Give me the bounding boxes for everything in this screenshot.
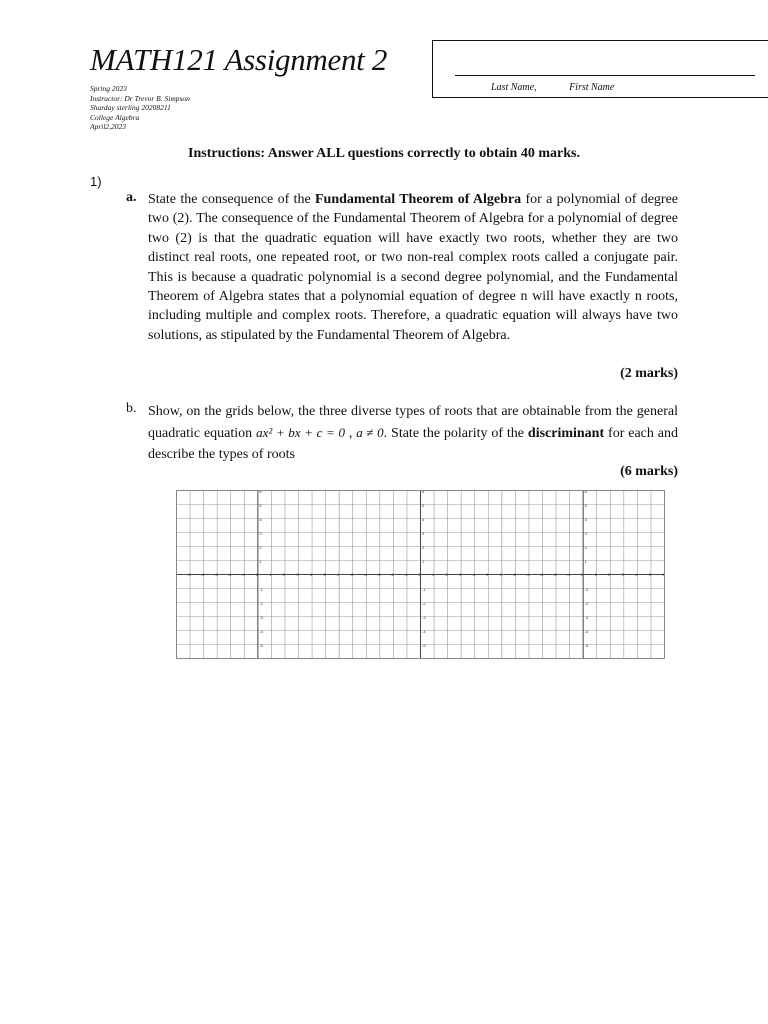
meta-term: Spring 2023 bbox=[90, 84, 127, 93]
x-tick-label: -1 bbox=[241, 572, 246, 578]
x-tick-label: 2 bbox=[608, 572, 611, 578]
y-tick-label: -4 bbox=[259, 629, 263, 635]
x-tick-label: 4 bbox=[309, 572, 313, 578]
y-tick-label: 5 bbox=[584, 503, 587, 509]
y-tick-label: -2 bbox=[259, 601, 263, 607]
x-tick-label: 3 bbox=[459, 572, 462, 578]
y-tick-label: -4 bbox=[422, 629, 426, 635]
y-tick-label: -5 bbox=[259, 643, 263, 649]
part-a-marks: (2 marks) bbox=[620, 366, 678, 381]
x-tick-label: 0 bbox=[418, 572, 421, 578]
part-a-label: a. bbox=[126, 190, 137, 205]
part-b-marks: (6 marks) bbox=[620, 464, 678, 479]
question-number: 1) bbox=[90, 174, 102, 189]
x-tick-label: -2 bbox=[227, 572, 232, 578]
y-tick-label: -2 bbox=[584, 601, 589, 607]
y-tick-label: 3 bbox=[259, 531, 262, 537]
equation-separator: , bbox=[344, 426, 357, 441]
y-tick-label: 1 bbox=[259, 559, 262, 565]
part-a-bold-term: Fundamental Theorem of Algebra bbox=[315, 192, 522, 207]
y-tick-label: -5 bbox=[584, 643, 589, 649]
x-tick-label: 6 bbox=[337, 572, 340, 578]
x-tick-label: -5 bbox=[349, 572, 354, 578]
student-name-box bbox=[432, 40, 768, 98]
y-tick-label: -1 bbox=[584, 587, 589, 593]
x-tick-label: -3 bbox=[539, 572, 544, 578]
leading-coefficient-condition: a ≠ 0 bbox=[356, 425, 384, 440]
y-tick-label: 6 bbox=[422, 490, 425, 495]
x-tick-label: 5 bbox=[323, 572, 326, 578]
y-tick-label: 6 bbox=[584, 490, 587, 495]
y-tick-label: -3 bbox=[584, 615, 589, 621]
part-b-text-2: . State the polarity of the bbox=[383, 426, 528, 441]
x-tick-label: 0 bbox=[581, 572, 584, 578]
x-tick-label: 4 bbox=[472, 572, 475, 578]
part-b-label: b. bbox=[126, 401, 137, 416]
x-tick-label: -3 bbox=[214, 572, 218, 578]
y-tick-label: -1 bbox=[259, 587, 263, 593]
y-tick-label: -5 bbox=[422, 643, 426, 649]
x-tick-label: 6 bbox=[662, 572, 665, 578]
y-tick-label: 4 bbox=[259, 517, 262, 523]
last-name-label: Last Name, bbox=[491, 82, 537, 93]
assignment-title: MATH121 Assignment 2 bbox=[90, 42, 388, 77]
y-tick-label: 3 bbox=[584, 531, 587, 537]
y-tick-label: 5 bbox=[422, 503, 425, 509]
part-a-text-start: State the consequence of the bbox=[148, 192, 315, 207]
x-tick-label: -4 bbox=[526, 572, 530, 578]
y-tick-label: 2 bbox=[422, 545, 425, 551]
x-tick-label: 6 bbox=[499, 572, 502, 578]
assignment-meta bbox=[90, 84, 190, 132]
first-name-label: First Name bbox=[569, 82, 615, 93]
y-tick-label: 4 bbox=[422, 517, 425, 523]
y-tick-label: 6 bbox=[259, 490, 262, 495]
part-b-text bbox=[148, 401, 678, 465]
y-tick-label: 2 bbox=[259, 545, 262, 551]
meta-student: Sharday sterling 20208211 bbox=[90, 103, 171, 113]
part-b-text-1: Show, on the grids below, the three diverse types of roots that are obtainable from the general quadratic equation bbox=[148, 404, 678, 441]
y-tick-label: -3 bbox=[422, 615, 426, 621]
y-tick-label: -3 bbox=[259, 615, 263, 621]
x-tick-label: 2 bbox=[282, 572, 286, 578]
x-tick-label: 5 bbox=[648, 572, 652, 578]
x-tick-label: -3 bbox=[377, 572, 381, 578]
x-tick-label: 1 bbox=[594, 572, 597, 578]
x-tick-label: -4 bbox=[363, 572, 368, 578]
part-a-text bbox=[148, 190, 678, 345]
x-tick-label: 3 bbox=[621, 572, 624, 578]
y-tick-label: -4 bbox=[584, 629, 589, 635]
x-tick-label: 2 bbox=[445, 572, 448, 578]
x-tick-label: -2 bbox=[553, 572, 557, 578]
x-tick-label: 1 bbox=[431, 572, 435, 578]
instructions: Instructions: Answer ALL questions correctly to obtain 40 marks. bbox=[188, 146, 580, 161]
discriminant-term: discriminant bbox=[527, 426, 605, 441]
meta-date: April2,2023 bbox=[90, 122, 127, 132]
y-tick-label: 1 bbox=[422, 559, 425, 565]
y-tick-label: 2 bbox=[584, 545, 587, 551]
y-tick-label: 1 bbox=[584, 559, 587, 565]
quadratic-equation: ax² + bx + c = 0 bbox=[256, 425, 345, 440]
name-signature-line bbox=[455, 75, 755, 76]
part-b-text-3: for each and describe the types of roots bbox=[148, 426, 678, 462]
x-tick-label: -2 bbox=[390, 572, 395, 578]
x-tick-label: -1 bbox=[566, 572, 571, 578]
x-tick-label: 3 bbox=[296, 572, 299, 578]
x-tick-label: -1 bbox=[404, 572, 408, 578]
x-tick-label: 4 bbox=[635, 572, 638, 578]
y-tick-label: -2 bbox=[422, 601, 426, 607]
y-tick-label: -1 bbox=[422, 587, 426, 593]
x-tick-label: -5 bbox=[187, 572, 191, 578]
name-labels bbox=[491, 82, 644, 93]
y-tick-label: 3 bbox=[422, 531, 425, 537]
x-tick-label: 1 bbox=[269, 572, 272, 578]
x-tick-label: 5 bbox=[486, 572, 489, 578]
y-tick-label: 5 bbox=[259, 503, 262, 509]
coordinate-grids bbox=[176, 490, 666, 660]
y-tick-label: 4 bbox=[584, 517, 587, 523]
x-tick-label: 0 bbox=[255, 572, 258, 578]
meta-instructor: Instructor: Dr Trevor B. Simpson bbox=[90, 93, 190, 103]
meta-course: College Algebra bbox=[90, 112, 140, 122]
x-tick-label: -5 bbox=[512, 572, 517, 578]
x-tick-label: -4 bbox=[200, 572, 205, 578]
part-a-text-rest: for a polynomial of degree two (2). The consequence of the Fundamental Theorem of Algebra for a polynomial of degree two (2) is that the quadratic equation will have exactly two roots, whether they are two distinct real roots, one repeated root, or two non-real complex roots called a conjugate pair. This is because a quadratic polynomial is a second degree polynomial, and the Fundamental Theorem of Algebra states that a polynomial equation of degree n will have exactly n roots, including multiple and complex roots. Therefore, a quadratic equation will always have two solutions, as stipulated by the Fundamental Theorem of Algebra. bbox=[148, 192, 679, 343]
